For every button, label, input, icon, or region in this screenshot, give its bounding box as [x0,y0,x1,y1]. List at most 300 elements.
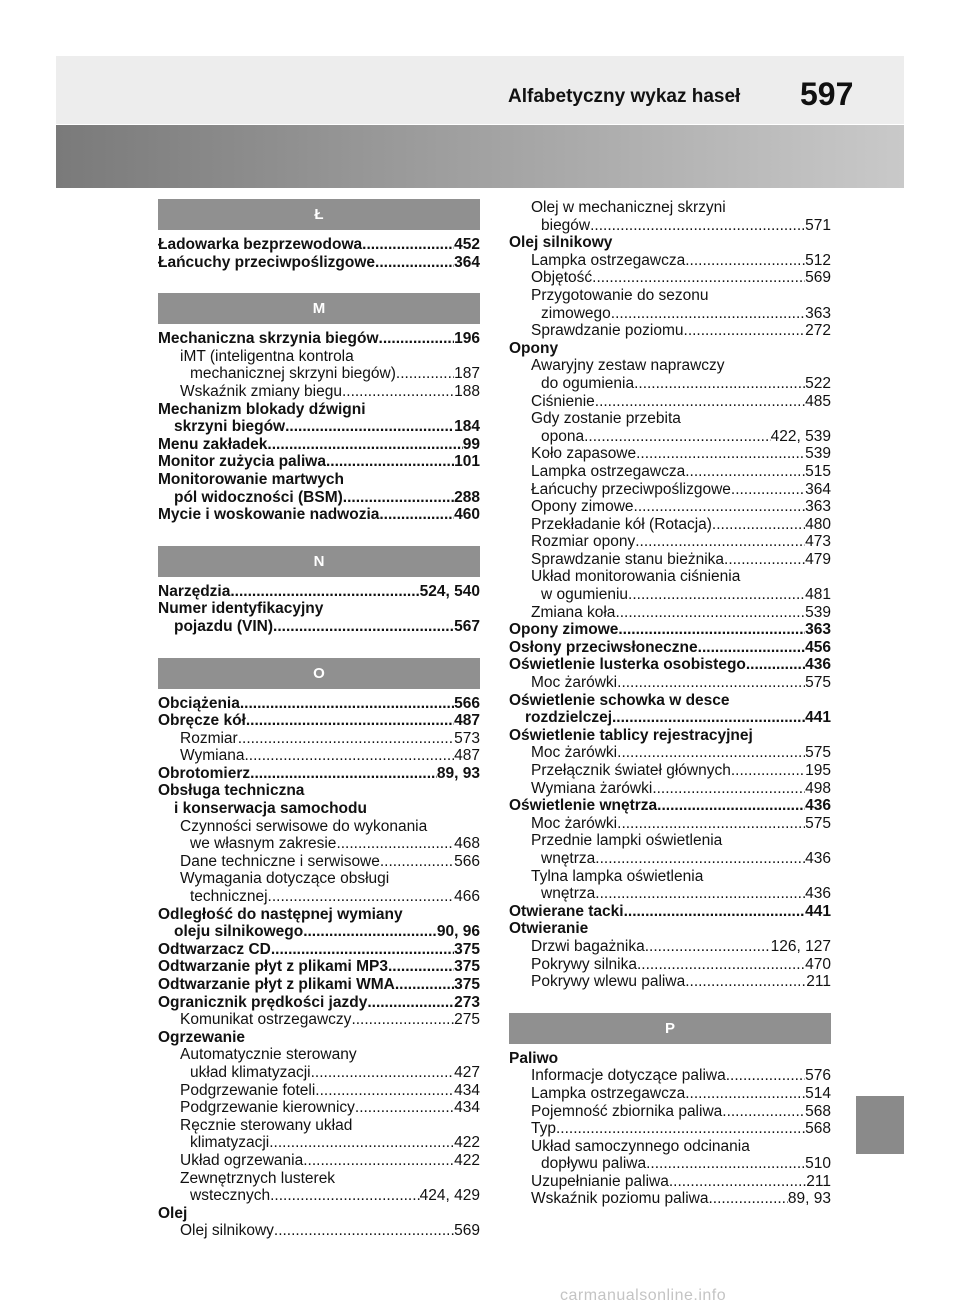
index-entry [509,692,831,710]
leader-dots [395,976,454,994]
leader-dots [595,885,805,903]
entry-term: Numer identyfikacyjny [158,600,324,618]
entry-page-ref: 375 [454,976,480,993]
index-entry [158,1099,480,1117]
entry-term: technicznej [190,888,268,906]
index-entry [509,533,831,551]
entry-page-ref: 273 [454,993,480,1011]
section-side-tab [856,1096,904,1154]
index-entry [509,727,831,745]
entry-page-ref: 126, 127 [770,937,831,955]
entry-page-ref: 441 [805,709,831,727]
entry-page-ref: 485 [805,392,831,410]
entry-page-ref: 575 [805,744,831,762]
entry-page-ref: 436 [805,885,831,903]
entry-page-ref: 515 [805,462,831,480]
entry-term: Opony zimowe [509,621,619,639]
index-entry [158,1152,480,1170]
entry-term: Oświetlenie schowka w desce [509,691,730,709]
entry-page-ref: 452 [454,236,480,253]
index-entry [509,1155,831,1173]
index-entry [509,709,831,727]
entry-term: zimowego [541,304,611,322]
index-entry [158,994,480,1012]
leader-dots [698,639,805,657]
entry-term: iMT (inteligentna kontrola [180,347,354,365]
entry-term: Sprawdzanie poziomu [531,322,684,340]
index-entry [158,765,480,783]
header-band [56,56,904,124]
entry-term: Pojemność zbiornika paliwa [531,1102,723,1120]
entry-term: Wskaźnik poziomu paliwa [531,1190,709,1208]
entry-term: Lampka ostrzegawcza [531,251,686,269]
leader-dots [685,252,805,270]
index-entry [509,269,831,287]
index-entry [509,1103,831,1121]
index-entry [509,234,831,252]
entry-term: Wskaźnik zmiany biegu [180,382,342,400]
index-entry [509,815,831,833]
index-entry [158,254,480,272]
entry-page-ref: 436 [805,849,831,867]
entry-page-ref: 576 [805,1067,831,1085]
entry-page-ref: 566 [454,694,480,712]
entry-term: Monitor zużycia paliwa [158,453,326,471]
index-entry [158,453,480,471]
leader-dots [595,393,805,411]
index-entry [158,923,480,941]
leader-dots [240,695,454,713]
entry-term: Moc żarówki [531,814,618,832]
leader-dots [724,551,805,569]
entry-term: Olej w mechanicznej skrzyni [531,199,726,216]
entry-term: Rozmiar [180,729,238,747]
section-gap [158,524,480,546]
entry-term: Pokrywy silnika [531,955,637,973]
leader-dots [375,254,454,272]
entry-term: Objętość [531,269,593,287]
entry-term: mechanicznej skrzyni biegów) [190,365,396,383]
entry-term: pojazdu (VIN) [174,617,274,635]
entry-term: Moc żarówki [531,674,618,692]
leader-dots [388,958,454,976]
index-entry [509,586,831,604]
entry-page-ref: 470 [805,955,831,973]
entry-term: Mechanizm blokady dźwigni [158,400,366,418]
entry-page-ref: 434 [454,1081,480,1099]
leader-dots [708,1190,787,1208]
entry-page-ref: 480 [805,515,831,533]
entry-term: Rozmiar opony [531,533,636,551]
entry-term: Awaryjny zestaw naprawczy [531,357,725,375]
entry-term: Opony [509,339,559,357]
entry-page-ref: 196 [454,330,480,348]
entry-page-ref: 479 [805,550,831,568]
leader-dots [342,383,454,401]
entry-term: Informacje dotyczące paliwa [531,1067,726,1085]
section-gap [158,636,480,658]
leader-dots [731,481,805,499]
index-entry [509,1173,831,1191]
index-entry [158,941,480,959]
entry-page-ref: 466 [454,888,480,906]
entry-page-ref: 89, 93 [787,1190,831,1208]
entry-term: Menu zakładek [158,435,268,453]
index-entry [509,252,831,270]
index-column-right [509,199,831,1208]
entry-term: we własnym zakresie [190,835,337,853]
entry-term: Układ ogrzewania [180,1151,304,1169]
index-entry [509,832,831,850]
entry-page-ref: 427 [454,1063,480,1081]
index-entry [509,604,831,622]
leader-dots [612,709,805,727]
entry-term: Pokrywy wlewu paliwa [531,973,686,991]
index-entry [158,618,480,636]
leader-dots [646,1155,805,1173]
entry-term: Otwierane tacki [509,902,624,920]
index-column-left [158,199,480,1240]
entry-term: Zewnętrznych lusterek [180,1169,336,1187]
entry-term: do ogumienia [541,374,635,392]
entry-term: Czynności serwisowe do wykonania [180,817,428,835]
index-entry [158,853,480,871]
index-entry [509,1085,831,1103]
leader-dots [351,1011,454,1029]
index-entry [509,850,831,868]
section-letter-bar: M [158,293,480,324]
index-entry [509,744,831,762]
leader-dots [343,489,454,507]
entry-term: Olej silnikowy [180,1222,274,1240]
entry-page-ref: 473 [805,533,831,551]
index-entry [509,287,831,305]
index-entry [158,1187,480,1205]
entry-page-ref: 89, 93 [436,764,480,782]
leader-dots [634,375,805,393]
entry-page-ref: 569 [805,269,831,287]
leader-dots [615,604,805,622]
entry-page-ref: 272 [805,322,831,340]
index-entry [509,797,831,815]
entry-page-ref: 363 [805,304,831,322]
index-entry [509,639,831,657]
leader-dots [230,583,419,601]
leader-dots [315,1082,454,1100]
entry-page-ref: 568 [805,1102,831,1120]
entry-term: wnętrza [541,885,596,903]
entry-page-ref: 364 [454,253,480,271]
index-entry [509,322,831,340]
leader-dots [722,1103,805,1121]
entry-term: układ klimatyzacji [190,1063,311,1081]
watermark: carmanualsonline.info [560,1287,727,1304]
index-entry [158,1082,480,1100]
leader-dots [362,236,454,254]
entry-page-ref: 460 [454,506,480,524]
leader-dots [396,365,454,383]
leader-dots [618,621,805,639]
index-entry [509,762,831,780]
entry-term: Obrotomierz [158,764,251,782]
entry-term: Typ [531,1120,556,1138]
leader-dots [326,453,454,471]
entry-term: wstecznych [190,1187,271,1205]
index-entry [158,835,480,853]
entry-term: Drzwi bagażnika [531,937,645,955]
index-entry [509,375,831,393]
index-entry [158,818,480,836]
entry-term: pól widoczności (BSM) [174,488,343,506]
entry-page-ref: 468 [454,835,480,853]
entry-term: klimatyzacji [190,1134,270,1152]
entry-page-ref: 90, 96 [436,923,480,941]
index-entry [158,1117,480,1135]
entry-term: Oświetlenie wnętrza [509,797,658,815]
entry-term: Ciśnienie [531,392,595,410]
leader-dots [311,1064,455,1082]
index-entry [509,938,831,956]
index-entry [158,418,480,436]
entry-page-ref: 567 [454,617,480,635]
leader-dots [367,994,454,1012]
section-letter-bar: P [509,1013,831,1044]
index-entry [509,956,831,974]
leader-dots [379,330,455,348]
entry-page-ref: 441 [805,902,831,920]
index-entry [158,747,480,765]
index-entry [509,1138,831,1156]
entry-page-ref: 422, 539 [770,427,831,445]
entry-page-ref: 512 [805,251,831,269]
entry-page-ref: 184 [454,418,480,436]
index-entry [509,340,831,358]
index-entry [158,800,480,818]
leader-dots [611,305,805,323]
index-entry [509,568,831,586]
section-gap [509,991,831,1013]
entry-page-ref: 568 [805,1120,831,1138]
entry-term: Paliwo [509,1049,559,1067]
entry-term: Łańcuchy przeciwpoślizgowe [158,253,376,271]
leader-dots [685,463,805,481]
leader-dots [669,1173,806,1191]
index-entry [158,600,480,618]
entry-term: Ręcznie sterowany układ [180,1116,353,1134]
index-entry [158,236,480,254]
entry-term: Wymiana [180,747,245,765]
index-entry [509,463,831,481]
entry-term: Lampka ostrzegawcza [531,1084,686,1102]
leader-dots [244,747,454,765]
entry-term: skrzyni biegów [174,418,286,436]
index-entry [158,471,480,489]
index-entry [509,551,831,569]
index-entry [509,1050,831,1068]
entry-term: Ogranicznik prędkości jazdy [158,993,368,1011]
entry-page-ref: 575 [805,674,831,692]
index-entry [509,217,831,235]
index-entry [509,516,831,534]
index-entry [158,1222,480,1240]
entry-term: Odtwarzacz CD [158,940,271,958]
leader-dots [685,973,806,991]
index-entry [509,393,831,411]
leader-dots [246,712,454,730]
leader-dots [274,1222,454,1240]
index-entry [158,330,480,348]
leader-dots [273,618,454,636]
leader-dots [238,730,454,748]
leader-dots [336,835,454,853]
index-entry [158,712,480,730]
index-entry [509,1067,831,1085]
entry-term: Mechaniczna skrzynia biegów [158,330,379,348]
entry-term: Odtwarzanie płyt z plikami WMA [158,976,395,993]
entry-page-ref: 539 [805,603,831,621]
entry-page-ref: 498 [805,779,831,797]
index-entry [158,870,480,888]
gradient-banner [56,125,904,188]
leader-dots [270,1187,420,1205]
index-entry [509,885,831,903]
entry-term: Otwieranie [509,920,589,938]
leader-dots [617,744,805,762]
index-entry [509,498,831,516]
entry-page-ref: 514 [805,1084,831,1102]
entry-term: Wymiana żarówki [531,779,653,797]
entry-page-ref: 481 [805,586,831,604]
leader-dots [590,217,805,235]
leader-dots [380,853,454,871]
entry-page-ref: 195 [805,762,831,779]
entry-term: rozdzielczej [525,709,612,727]
entry-term: Automatycznie sterowany [180,1046,357,1064]
leader-dots [636,445,805,463]
entry-term: Przygotowanie do sezonu [531,286,709,304]
index-entry [509,973,831,991]
index-entry [509,428,831,446]
entry-page-ref: 573 [454,729,480,747]
index-entry [158,583,480,601]
leader-dots [617,815,805,833]
section-gap [158,271,480,293]
leader-dots [731,762,805,780]
entry-term: Odtwarzanie płyt z plikami MP3 [158,958,388,976]
leader-dots [584,428,771,446]
index-entry [509,1120,831,1138]
entry-page-ref: 456 [805,638,831,656]
entry-term: Oświetlenie tablicy rejestracyjnej [509,726,753,744]
entry-term: Dane techniczne i serwisowe [180,852,380,870]
section-letter-bar: O [158,658,480,689]
entry-term: Koło zapasowe [531,445,637,463]
entry-term: Układ monitorowania ciśnienia [531,568,741,586]
entry-page-ref: 539 [805,445,831,463]
entry-page-ref: 436 [805,797,831,815]
entry-page-ref: 422 [454,1134,480,1152]
leader-dots [624,903,806,921]
entry-page-ref: 288 [454,488,480,506]
leader-dots [379,506,454,524]
entry-page-ref: 424, 429 [419,1187,480,1205]
entry-term: Układ samoczynnego odcinania [531,1137,750,1155]
leader-dots [285,418,454,436]
entry-term: Tylna lampka oświetlenia [531,867,704,885]
entry-term: Przednie lampki oświetlenia [531,832,723,850]
leader-dots [303,923,437,941]
entry-term: oleju silnikowego [174,923,304,941]
index-entry [158,730,480,748]
index-entry [509,410,831,428]
entry-term: Podgrzewanie kierownicy [180,1099,355,1117]
entry-term: Olej silnikowy [509,234,613,252]
leader-dots [652,780,805,798]
index-entry [509,674,831,692]
entry-page-ref: 363 [805,498,831,516]
index-entry [509,868,831,886]
entry-term: Olej [158,1204,188,1222]
leader-dots [657,797,805,815]
leader-dots [634,498,806,516]
index-entry [158,401,480,419]
entry-term: Opony zimowe [531,498,634,516]
leader-dots [250,765,437,783]
index-entry [158,436,480,454]
leader-dots [684,322,806,340]
entry-page-ref: 487 [454,747,480,765]
entry-page-ref: 571 [805,216,831,234]
entry-page-ref: 375 [454,940,480,958]
entry-term: Sprawdzanie stanu bieżnika [531,550,725,568]
entry-page-ref: 510 [805,1155,831,1173]
section-letter-bar: Ł [158,199,480,230]
index-entry [509,481,831,499]
page-title: Alfabetyczny wykaz haseł [508,86,741,107]
entry-term: Obsługa techniczna [158,782,305,800]
entry-term: Mycie i woskowanie nadwozia [158,506,380,524]
entry-term: biegów [541,216,591,234]
entry-term: Obręcze kół [158,712,246,730]
index-entry [158,348,480,366]
entry-term: w ogumieniu [541,586,629,604]
entry-page-ref: 566 [454,852,480,870]
entry-term: Moc żarówki [531,744,618,762]
index-entry [158,1170,480,1188]
index-entry [509,1190,831,1208]
leader-dots [267,436,462,454]
index-entry [158,489,480,507]
leader-dots [355,1099,454,1117]
index-entry [158,1134,480,1152]
leader-dots [268,888,455,906]
index-entry [509,199,831,217]
entry-term: dopływu paliwa [541,1155,647,1173]
index-entry [158,1011,480,1029]
leader-dots [712,516,805,534]
entry-term: Łańcuchy przeciwpoślizgowe [531,480,731,498]
leader-dots [592,269,805,287]
entry-term: Przekładanie kół (Rotacja) [531,515,712,533]
leader-dots [637,956,805,974]
entry-term: Odległość do następnej wymiany [158,905,403,923]
entry-term: Narzędzia [158,582,231,600]
entry-page-ref: 363 [805,621,831,639]
index-entry [509,656,831,674]
index-entry [509,621,831,639]
leader-dots [635,533,805,551]
index-entry [158,1064,480,1082]
